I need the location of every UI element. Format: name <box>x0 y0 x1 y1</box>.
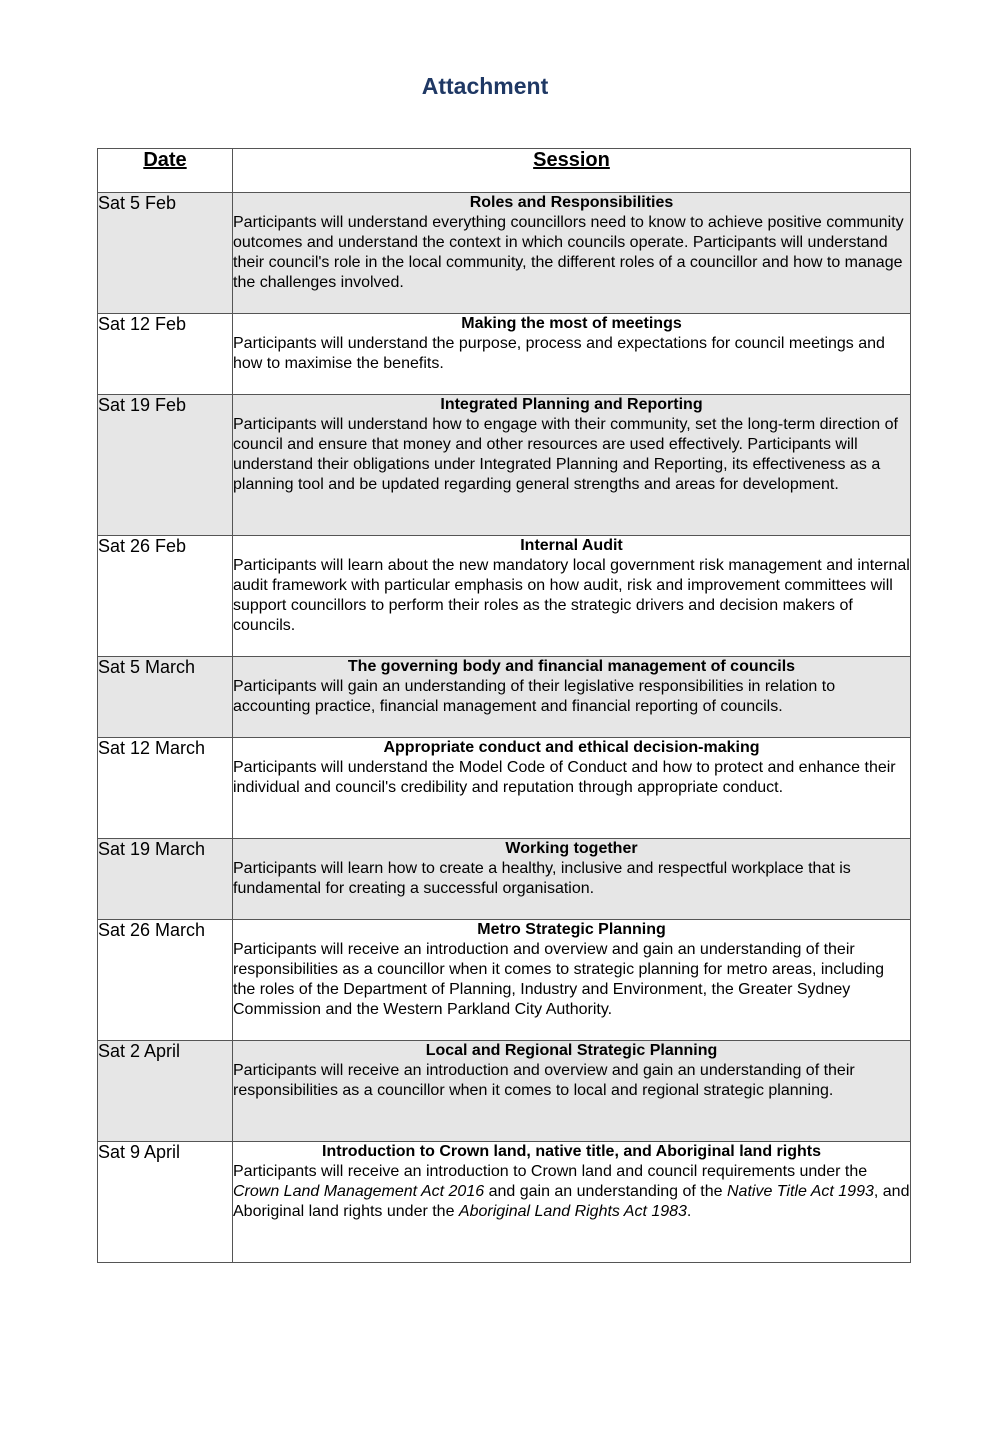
table-row <box>98 920 911 1041</box>
act-title: Native Title Act 1993 <box>726 1183 874 1200</box>
session-description: Participants will learn about the new mandatory local government risk management and internal audit framework with particular emphasis on how audit, risk and improvement committees will support councillors to perform their roles as the strategic drivers and decision makers of councils. <box>233 557 910 634</box>
session-cell <box>233 738 911 839</box>
table-row <box>98 839 911 920</box>
session-title: Roles and Responsibilities <box>469 194 674 211</box>
session-title: The governing body and financial management of councils <box>347 658 796 675</box>
session-date: Sat 19 Feb <box>98 395 233 536</box>
table-row <box>98 738 911 839</box>
session-cell <box>233 314 911 395</box>
table-header-row <box>98 149 911 193</box>
session-cell <box>233 1142 911 1263</box>
session-date: Sat 5 March <box>98 657 233 738</box>
act-title: Aboriginal Land Rights Act 1983 <box>458 1203 687 1220</box>
session-title: Introduction to Crown land, native title, and Aboriginal land rights <box>322 1143 821 1160</box>
session-description: Participants will understand the purpose, process and expectations for council meetings and how to maximise the benefits. <box>233 335 885 372</box>
page-title: Attachment <box>421 73 549 99</box>
description-text: . <box>686 1203 692 1220</box>
date-column-header: Date <box>98 149 233 193</box>
act-title: Crown Land Management Act 2016 <box>233 1183 485 1200</box>
session-date: Sat 19 March <box>98 839 233 920</box>
session-date: Sat 12 March <box>98 738 233 839</box>
description-text: , and Aboriginal land rights under the <box>233 1183 910 1220</box>
session-description: Participants will understand everything councillors need to know to achieve positive community outcomes and understand the context in which councils operate. Participants will understand their council's role in the local community, the different roles of a councillor and how to manage the challenges involved. <box>233 214 904 291</box>
session-title: Local and Regional Strategic Planning <box>425 1042 718 1059</box>
session-date: Sat 9 April <box>98 1142 233 1263</box>
session-date: Sat 5 Feb <box>98 193 233 314</box>
description-text: and gain an understanding of the <box>484 1183 727 1200</box>
session-column-header: Session <box>233 149 911 193</box>
table-row <box>98 395 911 536</box>
session-title: Making the most of meetings <box>461 315 682 332</box>
session-cell <box>233 395 911 536</box>
session-date: Sat 2 April <box>98 1041 233 1142</box>
table-row <box>98 657 911 738</box>
session-title: Integrated Planning and Reporting <box>440 396 703 413</box>
session-cell <box>233 536 911 657</box>
table-row <box>98 536 911 657</box>
session-cell <box>233 839 911 920</box>
session-description: Participants will understand the Model Code of Conduct and how to protect and enhance their individual and council's credibility and reputation through appropriate conduct. <box>233 759 896 796</box>
session-description: Participants will understand how to engage with their community, set the long-term direction of council and ensure that money and other resources are used effectively. Participants will understand their obligations under Integrated Planning and Reporting, its effectiveness as a planning tool and be updated regarding general strengths and areas for development. <box>233 416 898 493</box>
session-title: Appropriate conduct and ethical decision-making <box>383 739 760 756</box>
session-title: Working together <box>505 840 638 857</box>
session-description: Participants will receive an introduction and overview and gain an understanding of their responsibilities as a councillor when it comes to local and regional strategic planning. <box>233 1062 855 1099</box>
table-row <box>98 1041 911 1142</box>
table-row <box>98 193 911 314</box>
table-row <box>98 1142 911 1263</box>
table-row <box>98 314 911 395</box>
session-title: Metro Strategic Planning <box>477 921 666 938</box>
session-cell <box>233 1041 911 1142</box>
session-description <box>233 1162 910 1222</box>
session-schedule-table <box>97 148 911 1263</box>
session-date: Sat 26 Feb <box>98 536 233 657</box>
session-description: Participants will receive an introduction and overview and gain an understanding of their responsibilities as a councillor when it comes to strategic planning for metro areas, including the roles of the Department of Planning, Industry and Environment, the Greater Sydney Commission and the Western Parkland City Authority. <box>233 941 884 1018</box>
session-date: Sat 12 Feb <box>98 314 233 395</box>
session-description: Participants will learn how to create a healthy, inclusive and respectful workplace that is fundamental for creating a successful organisation. <box>233 860 851 897</box>
session-cell <box>233 657 911 738</box>
description-text: Participants will receive an introduction to Crown land and council requirements under the <box>233 1163 868 1180</box>
session-description: Participants will gain an understanding of their legislative responsibilities in relation to accounting practice, financial management and financial reporting of councils. <box>233 678 836 715</box>
session-date: Sat 26 March <box>98 920 233 1041</box>
session-title: Internal Audit <box>520 537 623 554</box>
session-cell <box>233 920 911 1041</box>
session-cell <box>233 193 911 314</box>
